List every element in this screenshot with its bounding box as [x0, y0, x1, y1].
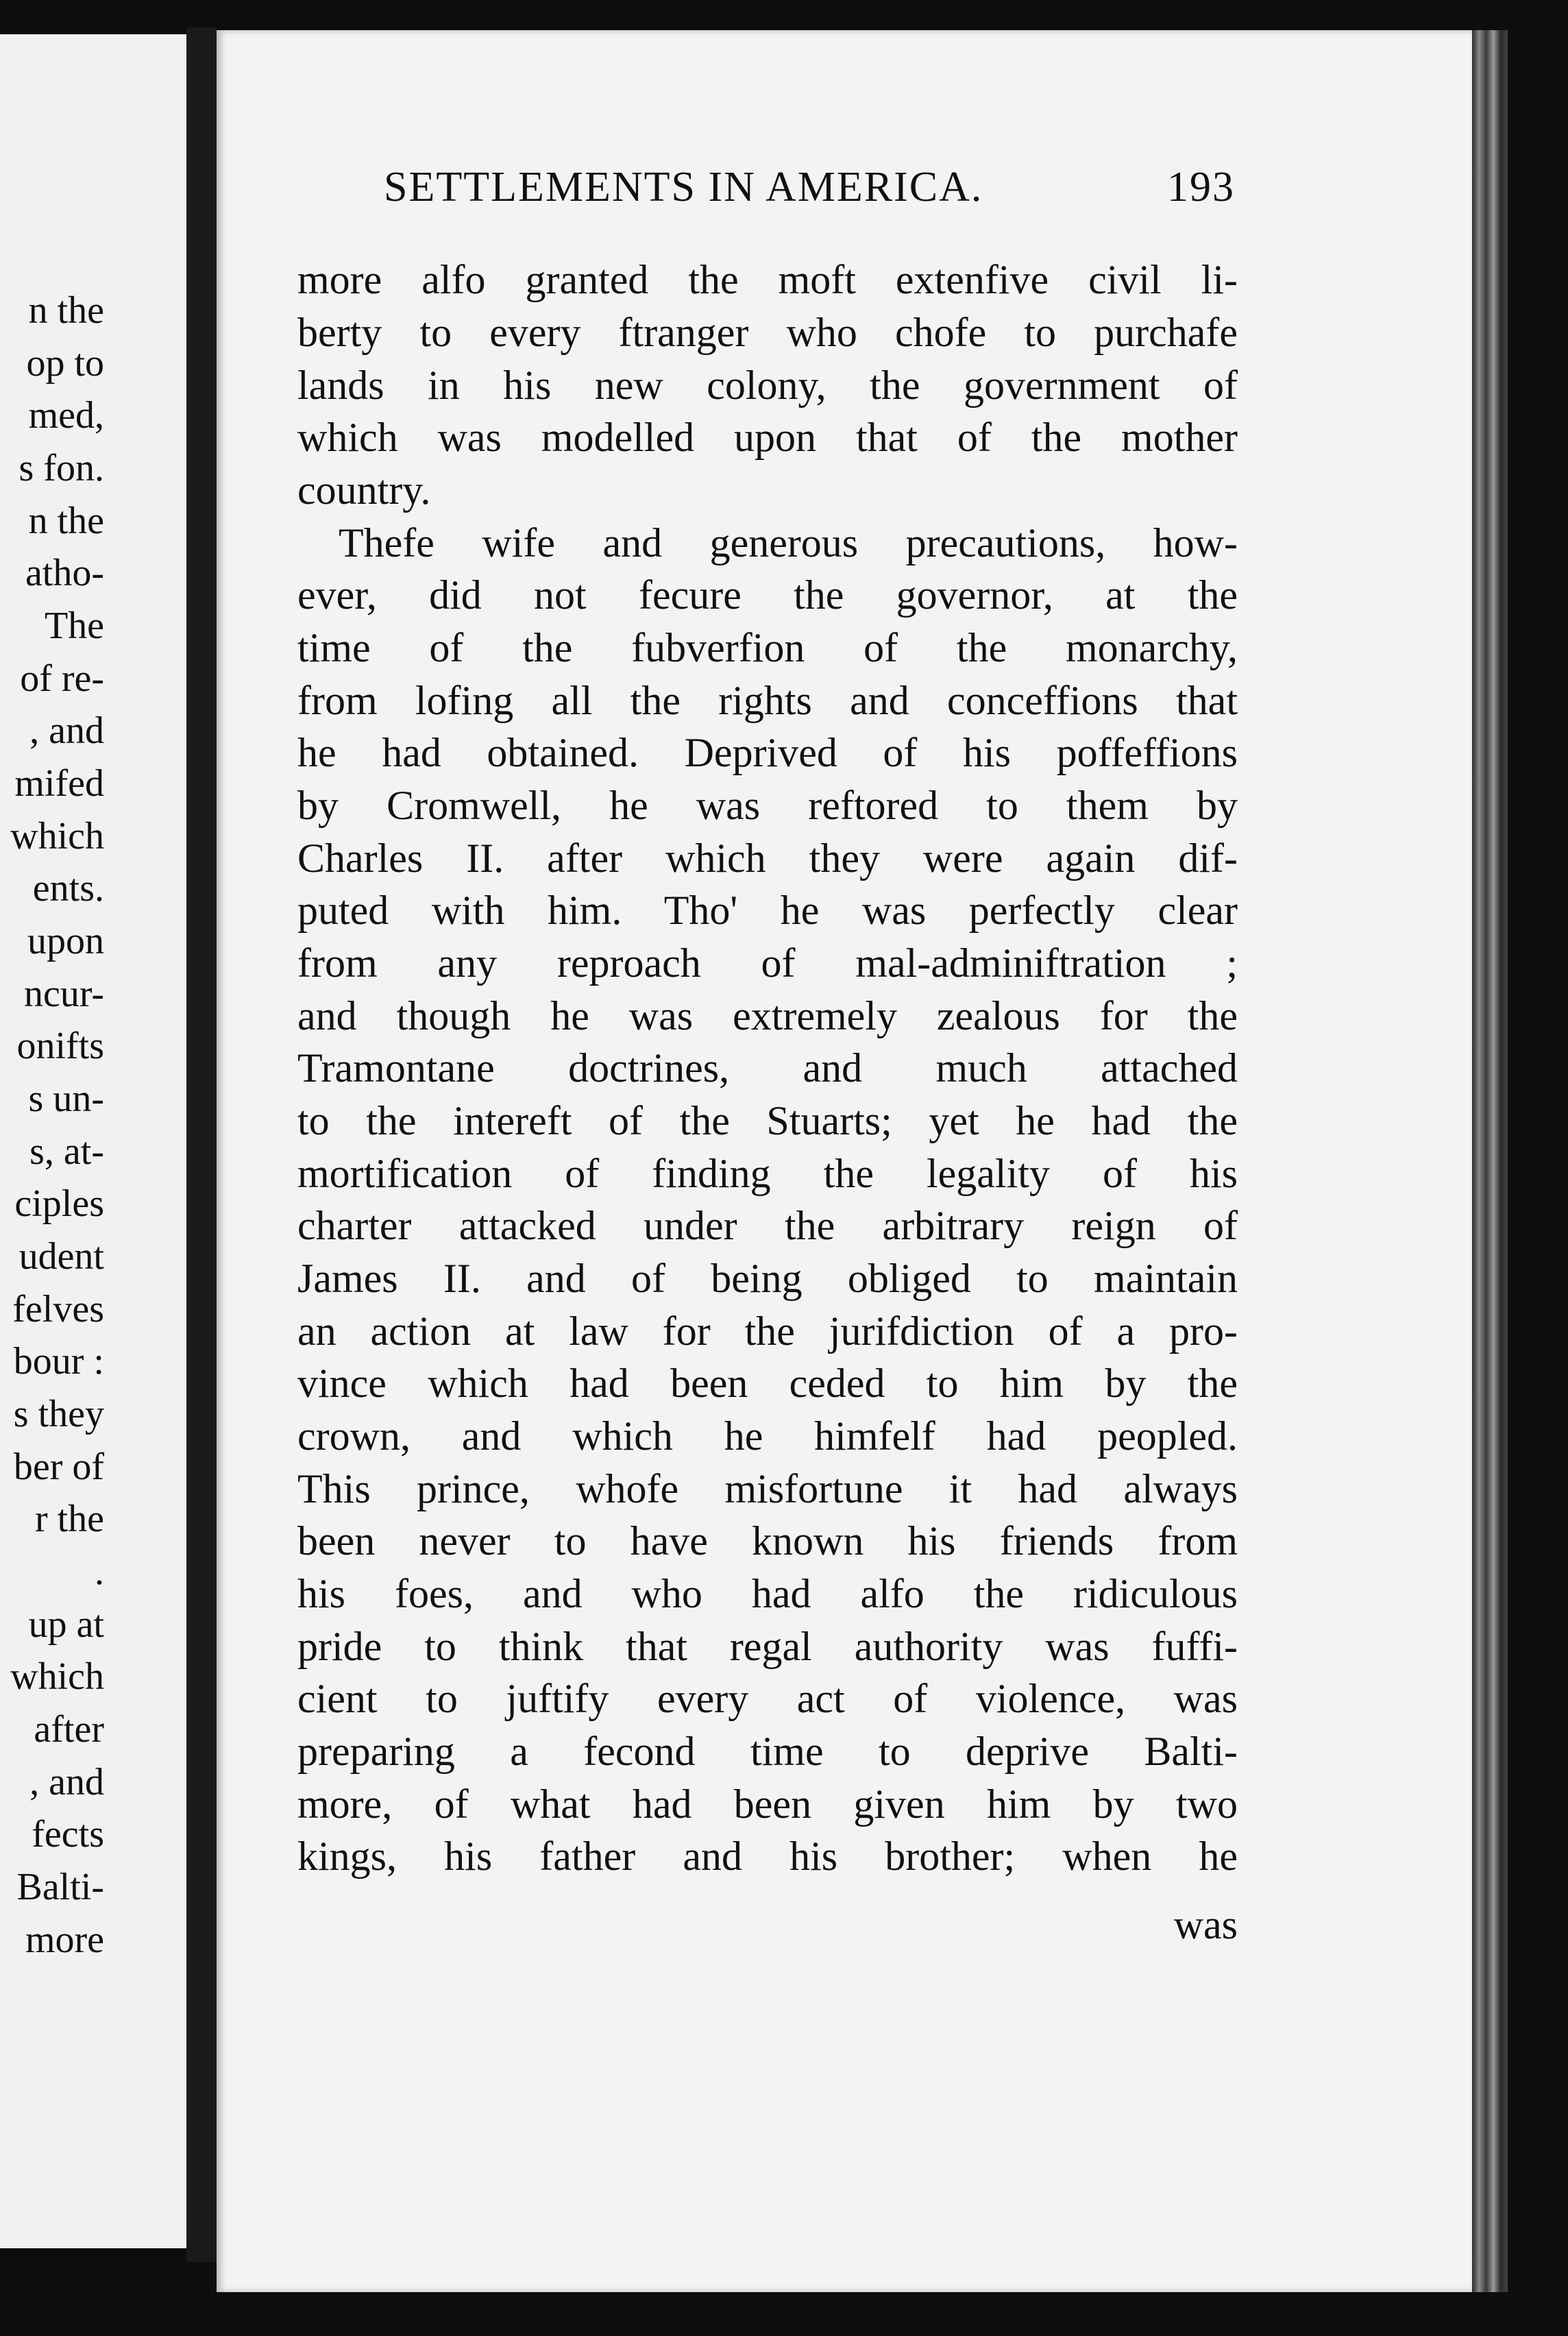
left-page-line: . — [95, 1550, 104, 1593]
running-head-title: SETTLEMENTS IN AMERICA. — [384, 164, 983, 210]
left-page-line: which — [10, 1655, 104, 1698]
body-line: which was modelled upon that of the mother — [297, 415, 1238, 460]
left-page-line: op to — [26, 342, 104, 385]
body-line: from any reproach of mal-adminiftration ; — [297, 940, 1238, 986]
body-line: berty to every ftranger who chofe to purchafe — [297, 310, 1238, 355]
left-page-line: of re- — [20, 657, 104, 700]
body-line: vince which had been ceded to him by the — [297, 1361, 1238, 1406]
body-line: he had obtained. Deprived of his poffeffions — [297, 730, 1238, 775]
body-line: more, of what had been given him by two — [297, 1781, 1238, 1827]
left-page-line: mifed — [14, 762, 104, 805]
left-page-line: more — [25, 1919, 104, 1961]
body-line: time of the fubverfion of the monarchy, — [297, 625, 1238, 670]
body-line: his foes, and who had alfo the ridiculous — [297, 1571, 1238, 1616]
left-page-line: , and — [29, 1761, 104, 1803]
body-line: been never to have known his friends from — [297, 1518, 1238, 1564]
body-line: from lofing all the rights and conceffions that — [297, 678, 1238, 723]
body-line: lands in his new colony, the government of — [297, 363, 1238, 408]
book-gutter — [186, 27, 217, 2262]
left-page-line: fects — [32, 1813, 104, 1856]
left-page-line: s un- — [28, 1078, 104, 1120]
left-page-line: atho- — [25, 552, 104, 594]
left-page-line: , and — [29, 709, 104, 752]
left-page-line: after — [34, 1708, 104, 1751]
page-edge — [1472, 30, 1508, 2292]
body-line: country. — [297, 467, 431, 513]
body-line: Tramontane doctrines, and much attached — [297, 1045, 1238, 1091]
body-line: Thefe wife and generous precautions, how- — [339, 520, 1238, 565]
body-line: pride to think that regal authority was fuffi- — [297, 1624, 1238, 1669]
left-page-line: s, at- — [29, 1130, 104, 1173]
left-page-line: n the — [28, 500, 104, 542]
body-line: preparing a fecond time to deprive Balti- — [297, 1729, 1238, 1774]
left-page-line: bour : — [13, 1340, 104, 1383]
left-page — [0, 34, 186, 2248]
left-page-line: ber of — [13, 1446, 104, 1488]
body-line: charter attacked under the arbitrary reign of — [297, 1203, 1238, 1248]
left-page-line: onifts — [16, 1025, 104, 1067]
left-page-line: udent — [19, 1235, 104, 1278]
body-line: James II. and of being obliged to maintain — [297, 1256, 1238, 1301]
body-line: crown, and which he himfelf had peopled. — [297, 1413, 1238, 1459]
left-page-line: med, — [28, 394, 104, 437]
body-line: Charles II. after which they were again dif- — [297, 836, 1238, 881]
left-page-line: ncur- — [23, 973, 104, 1015]
left-page-line: up at — [28, 1603, 104, 1646]
left-page-line: n the — [28, 289, 104, 332]
body-line: to the intereft of the Stuarts; yet he had the — [297, 1098, 1238, 1143]
left-page-line: felves — [12, 1288, 104, 1330]
body-line: ever, did not fecure the governor, at the — [297, 572, 1238, 618]
catchword: was — [1173, 1902, 1238, 1947]
body-line: and though he was extremely zealous for the — [297, 993, 1238, 1038]
left-page-line: ciples — [14, 1182, 104, 1225]
body-line: kings, his father and his brother; when he — [297, 1834, 1238, 1879]
body-line: mortification of finding the legality of his — [297, 1151, 1238, 1196]
left-page-line: r the — [34, 1498, 104, 1540]
left-page-line: Balti- — [16, 1866, 104, 1908]
body-line: puted with him. Tho' he was perfectly clear — [297, 888, 1238, 933]
body-line: by Cromwell, he was reftored to them by — [297, 783, 1238, 828]
body-line: cient to juftify every act of violence, was — [297, 1676, 1238, 1721]
left-page-line: upon — [27, 920, 104, 962]
page-number: 193 — [1167, 164, 1235, 210]
left-page-line: The — [44, 605, 104, 647]
left-page-line: s they — [13, 1393, 104, 1435]
left-page-line: which — [10, 815, 104, 857]
body-line: an action at law for the jurifdiction of a pro- — [297, 1309, 1238, 1354]
left-page-line: ents. — [32, 867, 104, 910]
body-line: more alfo granted the moft extenfive civil li- — [297, 257, 1238, 302]
body-line: This prince, whofe misfortune it had always — [297, 1466, 1238, 1511]
running-head — [384, 163, 1235, 212]
left-page-line: s fon. — [19, 447, 104, 489]
